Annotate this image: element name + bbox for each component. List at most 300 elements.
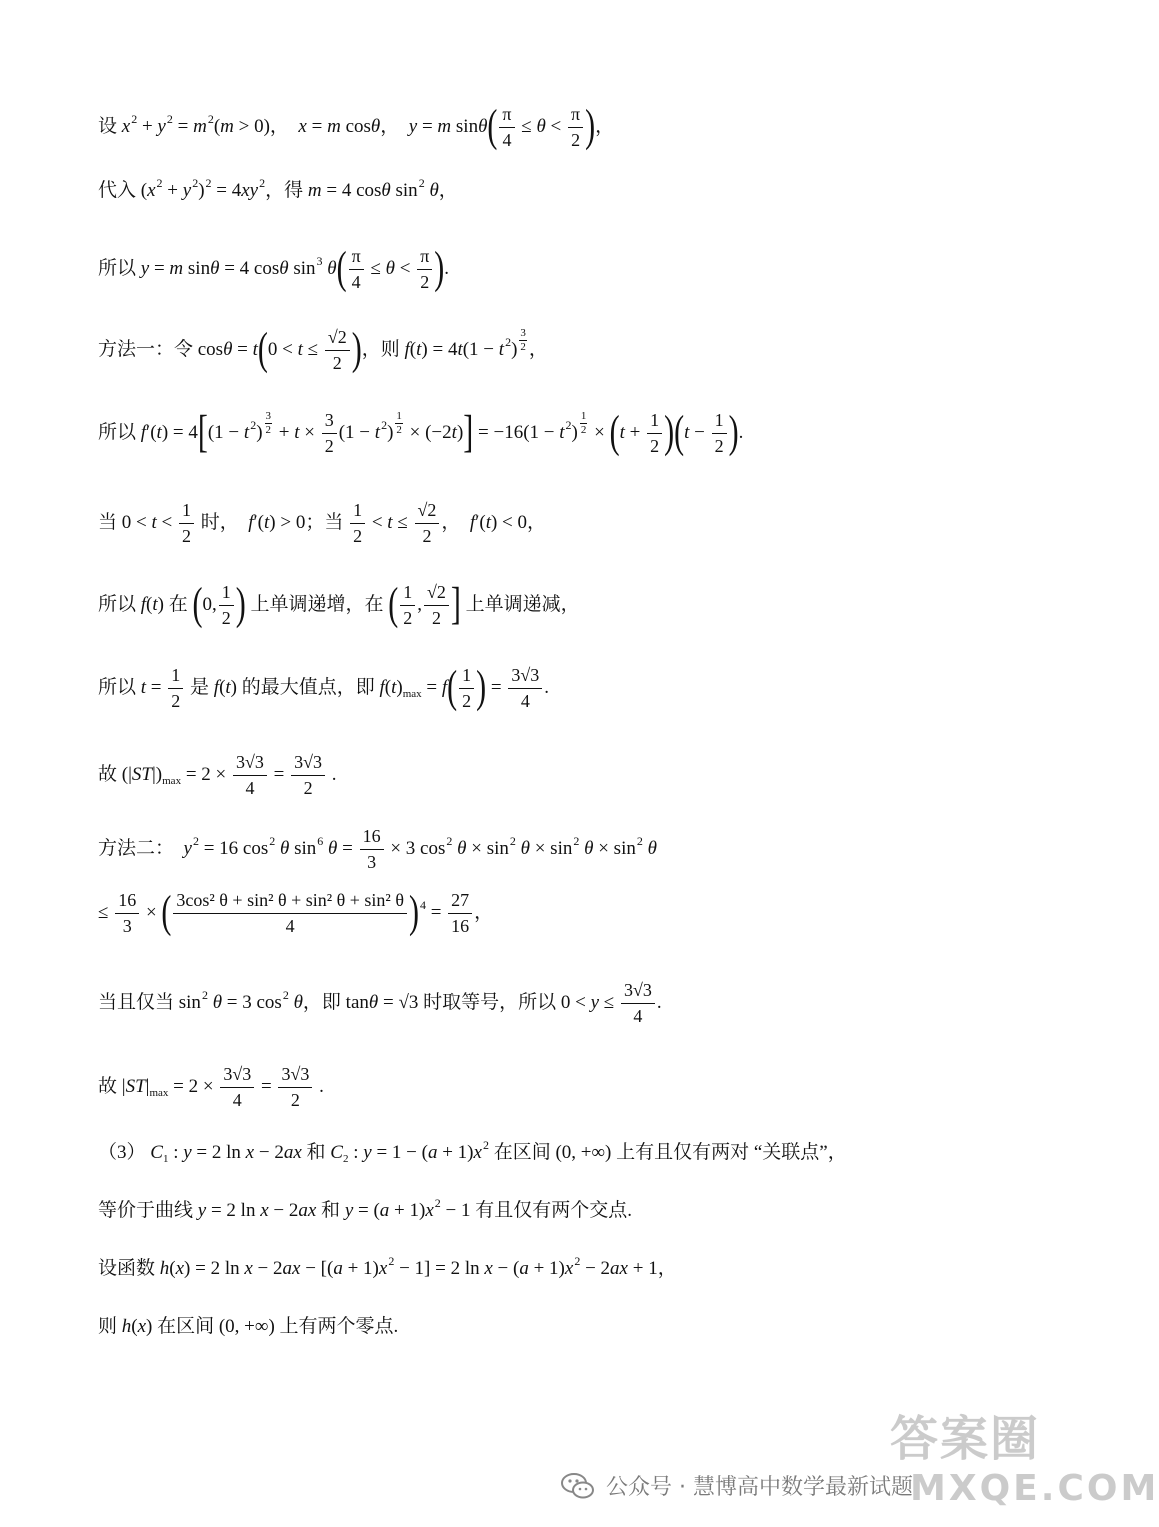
text-run: ) 的最大值点，即 — [230, 676, 380, 698]
math-variable: m — [327, 115, 341, 137]
text-run: 则 — [98, 1316, 122, 1337]
text-run: 所以 — [98, 421, 141, 443]
text-run: × sin — [593, 837, 636, 859]
math-variable: y — [182, 180, 192, 201]
math-variable: x — [137, 1316, 147, 1337]
fraction — [360, 826, 384, 872]
text-run: ) — [456, 421, 464, 443]
math-variable: ax — [283, 1142, 302, 1163]
math-variable: x — [245, 1142, 255, 1163]
fraction-numerator: 1 — [219, 582, 234, 606]
math-variable: y — [197, 1200, 207, 1221]
text-run: ≤ — [302, 338, 323, 360]
text-run: = 1 − ( — [371, 1142, 428, 1163]
math-line — [98, 1316, 1020, 1339]
large-bracket: ( — [192, 579, 203, 630]
math-variable: t — [416, 338, 422, 360]
text-run: = — [172, 115, 194, 137]
fraction — [647, 410, 662, 456]
text-run: + 1) — [389, 1200, 426, 1221]
math-variable: θ — [212, 991, 223, 1013]
fraction-denominator: 4 — [502, 129, 512, 150]
fraction-denominator: 2 — [324, 435, 334, 456]
fraction — [325, 327, 350, 373]
text-run: ( — [213, 115, 221, 137]
stamp-top-text: 答案圈 — [890, 1411, 1041, 1467]
math-variable: x — [564, 1258, 574, 1279]
superscript: 6 — [317, 833, 324, 848]
text-run: 故 | — [98, 1075, 126, 1097]
text-run: (1 − — [207, 421, 244, 443]
text-run: < — [545, 115, 567, 137]
text-run: < — [367, 511, 388, 533]
large-bracket: ) — [476, 662, 487, 713]
superscript: 2 — [166, 111, 173, 126]
fraction-denominator: 2 — [181, 525, 191, 546]
text-run: = 16 cos — [198, 837, 269, 859]
math-variable: x — [425, 1200, 434, 1221]
math-line — [98, 1254, 1020, 1281]
fraction — [322, 410, 337, 456]
text-run: − — [689, 421, 710, 443]
fraction — [499, 104, 514, 150]
text-run: = √3 时取等号，所以 0 < — [378, 991, 591, 1013]
fraction-numerator: 1 — [396, 410, 402, 423]
math-variable: f — [140, 593, 147, 615]
text-run: ， — [528, 338, 548, 360]
text-run: ) — [198, 180, 205, 201]
fraction-denominator: 2 — [520, 340, 526, 353]
fraction — [115, 890, 139, 936]
fraction — [168, 665, 183, 711]
fraction-numerator: 1 — [350, 500, 365, 524]
text-run: 方法二： — [98, 837, 184, 859]
math-variable: a — [519, 1258, 529, 1279]
fraction-numerator: √2 — [415, 500, 440, 524]
fraction-denominator: 2 — [714, 435, 724, 456]
math-variable: θ — [520, 837, 530, 859]
text-run: × sin — [466, 837, 509, 859]
large-bracket: ( — [487, 101, 498, 152]
superscript: 2 — [282, 987, 289, 1002]
large-bracket: ) — [351, 324, 362, 375]
math-variable: t — [243, 421, 250, 443]
fraction-numerator: 3 — [322, 410, 337, 434]
fraction-numerator: 1 — [712, 410, 727, 434]
math-line — [98, 887, 1020, 938]
large-bracket: ( — [257, 324, 268, 375]
text-run: 0 < — [267, 338, 298, 360]
text-run: ( — [384, 676, 392, 698]
math-variable: t — [264, 511, 270, 533]
fraction-numerator: π — [568, 104, 583, 128]
text-run: 和 — [316, 1200, 345, 1221]
math-variable: f — [213, 676, 220, 698]
text-run: ) — [387, 421, 394, 443]
math-variable: t — [152, 593, 158, 615]
math-variable: x — [244, 1258, 253, 1279]
text-run: 所以 — [98, 593, 141, 615]
text-run: . — [738, 421, 744, 443]
fraction-denominator: 2 — [403, 607, 413, 628]
math-variable: ax — [298, 1200, 317, 1221]
text-run: : — [168, 1142, 184, 1163]
superscript: 2 — [505, 334, 512, 349]
math-line — [98, 324, 1020, 375]
math-variable: θ — [370, 115, 381, 137]
math-variable: a — [333, 1258, 343, 1279]
fraction-denominator: 2 — [171, 690, 181, 711]
math-variable: y — [344, 1200, 354, 1221]
superscript: 2 — [446, 833, 453, 848]
math-variable: θ — [210, 257, 220, 279]
subscript: 2 — [342, 1152, 349, 1165]
text-run: . — [656, 991, 662, 1013]
subscript: max — [402, 687, 422, 700]
text-run: < — [394, 257, 416, 279]
math-variable: θ — [328, 837, 338, 859]
text-run: （3） — [98, 1142, 151, 1163]
text-run: cos — [340, 115, 371, 137]
fraction-denominator: 2 — [396, 423, 402, 436]
large-bracket: ( — [336, 243, 347, 294]
text-run: ) > 0；当 — [269, 511, 349, 533]
math-line — [98, 826, 1020, 872]
math-variable: t — [684, 421, 690, 443]
fraction — [233, 752, 267, 798]
text-run: 上单调递增，在 — [245, 593, 389, 615]
text-run: + — [274, 421, 295, 443]
text-run: = 4 cos — [321, 180, 382, 201]
subscript: max — [149, 1086, 169, 1099]
text-run: ( — [140, 180, 148, 201]
math-variable: θ — [478, 115, 488, 137]
math-variable: y — [590, 991, 600, 1013]
text-run: + 1) — [528, 1258, 565, 1279]
fraction — [424, 582, 449, 628]
text-run: ) = 4 — [421, 338, 458, 360]
text-run: < — [156, 511, 177, 533]
text-run: 在区间 (0, +∞) 上有且仅有两对 “关联点”， — [488, 1142, 847, 1163]
fraction-numerator: 16 — [115, 890, 139, 914]
math-variable: ST — [125, 1075, 146, 1097]
fraction-denominator: 4 — [232, 1089, 242, 1110]
math-variable: y — [183, 1142, 192, 1163]
large-bracket: ) — [728, 407, 739, 458]
superscript: 2 — [573, 833, 580, 848]
text-run: ) 在 — [157, 593, 193, 615]
text-run: ， — [441, 511, 470, 533]
fraction-numerator: π — [499, 104, 514, 128]
math-variable: C — [150, 1142, 163, 1163]
large-bracket: ] — [463, 407, 474, 458]
math-variable: xy — [241, 180, 259, 201]
math-variable: m — [307, 180, 322, 201]
math-variable: ST — [131, 763, 152, 785]
math-variable: x — [484, 1258, 493, 1279]
large-bracket: ) — [408, 887, 419, 938]
watermark-text: 公众号 · 慧博高中数学最新试题 — [606, 1475, 913, 1500]
math-variable: f — [441, 676, 448, 698]
text-run: + 1) — [437, 1142, 474, 1163]
text-run: + — [137, 115, 158, 137]
answer-stamp-logo — [880, 1392, 1159, 1522]
fraction — [568, 104, 583, 150]
fraction-numerator: 1 — [168, 665, 183, 689]
text-run: = 2 ln — [191, 1142, 246, 1163]
text-run: = 2 × — [181, 763, 232, 785]
fraction — [415, 500, 440, 546]
text-run: = 2 ln — [206, 1200, 261, 1221]
fraction-denominator: 4 — [285, 915, 295, 936]
text-run: ) < 0， — [490, 511, 547, 533]
text-run: 上单调递减， — [460, 593, 580, 615]
fraction — [173, 890, 407, 936]
text-run: sin — [183, 257, 211, 279]
fraction-numerator: 16 — [360, 826, 384, 850]
text-run: . — [444, 257, 450, 279]
superscript: 4 — [419, 897, 426, 912]
text-run: | — [145, 1075, 150, 1097]
fraction-denominator: 2 — [580, 423, 587, 436]
text-run: ) — [511, 338, 518, 360]
superscript: 2 — [192, 833, 199, 848]
math-variable: t — [387, 511, 393, 533]
math-variable: t — [252, 338, 258, 360]
text-run: − [( — [300, 1258, 334, 1279]
fraction-numerator: 3√3 — [220, 1064, 254, 1088]
text-run: × — [299, 421, 320, 443]
superscript: 2 — [156, 176, 163, 191]
math-line — [98, 662, 1020, 713]
text-run: = −16(1 − — [473, 421, 560, 443]
math-variable: y — [408, 115, 418, 137]
large-bracket: ) — [664, 407, 675, 458]
fraction — [278, 1064, 312, 1110]
fraction-denominator: 2 — [422, 525, 432, 546]
text-run: + 1， — [627, 1258, 677, 1279]
math-line — [98, 980, 1020, 1026]
math-variable: ax — [282, 1258, 301, 1279]
large-bracket: ( — [161, 887, 172, 938]
math-line — [98, 752, 1020, 798]
text-run: 0, — [202, 593, 217, 615]
math-line — [98, 500, 1020, 546]
text-run: × — [141, 901, 162, 923]
math-variable: θ — [429, 180, 439, 201]
fraction — [448, 890, 472, 936]
math-variable: θ — [536, 115, 546, 137]
fraction — [350, 500, 365, 546]
text-run: 所以 — [98, 676, 141, 698]
fraction — [179, 500, 194, 546]
text-run: ) = 2 ln — [184, 1258, 245, 1279]
fraction-denominator: 4 — [351, 271, 361, 292]
text-run: 代入 — [98, 180, 141, 201]
fraction-denominator: 2 — [353, 525, 363, 546]
text-run: ) — [256, 421, 263, 443]
text-run: = — [486, 676, 507, 698]
text-run: : — [348, 1142, 364, 1163]
math-line — [98, 176, 1020, 203]
exponent-fraction — [580, 410, 588, 436]
fraction-numerator: 1 — [400, 582, 415, 606]
math-line — [98, 579, 1020, 630]
text-run: > 0)， — [233, 115, 299, 137]
text-run: ′( — [475, 511, 486, 533]
text-run: 时， — [195, 511, 249, 533]
text-run: − 2 — [252, 1258, 283, 1279]
math-variable: t — [140, 676, 147, 698]
exponent-fraction — [519, 327, 527, 353]
math-variable: t — [151, 511, 157, 533]
math-line — [98, 1196, 1020, 1223]
text-run: = — [417, 115, 438, 137]
superscript: 2 — [388, 1254, 395, 1269]
fraction-denominator: 2 — [303, 777, 313, 798]
text-run: . — [327, 763, 337, 785]
text-run: = — [421, 676, 442, 698]
superscript: 2 — [565, 417, 572, 432]
fraction — [712, 410, 727, 456]
text-run: × — [589, 421, 610, 443]
math-variable: x — [378, 1258, 388, 1279]
text-run: ( — [169, 1258, 176, 1279]
fraction-denominator: 4 — [633, 1005, 643, 1026]
stamp-bottom-text: MXQE.COM — [910, 1468, 1159, 1509]
math-line — [98, 101, 1020, 152]
math-variable: θ — [223, 338, 233, 360]
text-run: ， — [438, 180, 458, 201]
fraction-denominator: 2 — [462, 690, 472, 711]
fraction — [417, 246, 432, 292]
text-run: ) 在区间 (0, +∞) 上有两个零点. — [146, 1316, 399, 1337]
fraction-numerator: π — [349, 246, 364, 270]
math-variable: a — [379, 1200, 390, 1221]
fraction-numerator: 27 — [448, 890, 472, 914]
text-run: ) — [396, 676, 403, 698]
math-variable: m — [193, 115, 207, 137]
text-run: = 4 — [211, 180, 242, 201]
text-run: = — [149, 257, 170, 279]
text-run: ，得 — [265, 180, 308, 201]
fraction-numerator: 3cos² θ + sin² θ + sin² θ + sin² θ — [173, 890, 407, 914]
fraction-numerator: √2 — [424, 582, 449, 606]
math-variable: θ — [327, 257, 337, 279]
fraction-denominator: 4 — [520, 690, 530, 711]
math-variable: t — [374, 421, 381, 443]
superscript: 2 — [250, 417, 257, 432]
text-run: = — [256, 1075, 277, 1097]
superscript: 3 — [316, 253, 323, 268]
math-variable: x — [298, 115, 307, 137]
fraction-denominator: 2 — [221, 607, 231, 628]
math-variable: θ — [280, 837, 290, 859]
text-run: = — [306, 115, 328, 137]
large-bracket: ( — [674, 407, 685, 458]
superscript: 2 — [636, 833, 643, 848]
math-variable: t — [498, 338, 505, 360]
text-run: , — [417, 593, 422, 615]
text-run: ( — [131, 1316, 138, 1337]
watermark — [560, 1470, 913, 1501]
fraction-numerator: 3 — [265, 410, 272, 423]
superscript: 2 — [131, 111, 138, 126]
superscript: 2 — [205, 176, 212, 191]
math-variable: x — [260, 1200, 269, 1221]
fraction — [219, 582, 234, 628]
fraction-denominator: 2 — [290, 1089, 300, 1110]
text-run: 是 — [185, 676, 214, 698]
text-run: 当 0 < — [98, 511, 152, 533]
text-run: ≤ — [365, 257, 386, 279]
math-variable: m — [220, 115, 234, 137]
text-run: = 4 cos — [219, 257, 280, 279]
fraction-denominator: 3 — [367, 851, 377, 872]
fraction-numerator: 3 — [520, 327, 526, 340]
fraction-numerator: 1 — [580, 410, 587, 423]
superscript: 2 — [509, 833, 516, 848]
math-variable: t — [451, 421, 457, 443]
math-variable: t — [297, 338, 303, 360]
math-variable: θ — [647, 837, 657, 859]
math-variable: y — [140, 257, 150, 279]
text-run: ′( — [146, 421, 157, 443]
text-run: 和 — [301, 1142, 331, 1163]
math-variable: t — [156, 421, 162, 443]
fraction — [291, 752, 325, 798]
fraction — [400, 582, 415, 628]
superscript: 2 — [418, 176, 425, 191]
text-run: ，则 — [361, 338, 405, 360]
text-run: = — [146, 676, 167, 698]
fraction — [459, 665, 474, 711]
text-run: (1 − — [338, 421, 375, 443]
text-run: = — [337, 837, 358, 859]
large-bracket: ( — [609, 407, 620, 458]
large-bracket: ( — [447, 662, 458, 713]
fraction-numerator: π — [417, 246, 432, 270]
text-run: 当且仅当 sin — [98, 991, 201, 1013]
fraction-denominator: 2 — [265, 423, 272, 436]
superscript: 2 — [434, 1196, 441, 1211]
math-variable: θ — [381, 180, 391, 201]
math-variable: y — [363, 1142, 372, 1163]
fraction — [508, 665, 542, 711]
text-run: ( — [219, 676, 226, 698]
text-run: ， — [595, 115, 615, 137]
subscript: 1 — [162, 1152, 169, 1165]
text-run: ≤ — [392, 511, 413, 533]
fraction-numerator: 1 — [179, 500, 194, 524]
math-variable: x — [147, 180, 156, 201]
text-run: × sin — [529, 837, 573, 859]
text-run: |) — [151, 763, 163, 785]
fraction — [220, 1064, 254, 1110]
math-variable: x — [121, 115, 131, 137]
math-variable: y — [157, 115, 166, 137]
fraction-numerator: 3√3 — [233, 752, 267, 776]
fraction-numerator: √2 — [325, 327, 350, 351]
large-bracket: ] — [450, 579, 461, 630]
math-variable: θ — [279, 257, 289, 279]
text-run: ≤ — [516, 115, 537, 137]
text-run: × 3 cos — [385, 837, 446, 859]
math-variable: t — [485, 511, 491, 533]
text-run: ( — [146, 593, 153, 615]
text-run: ≤ — [599, 991, 619, 1013]
text-run: ≤ — [98, 901, 114, 923]
